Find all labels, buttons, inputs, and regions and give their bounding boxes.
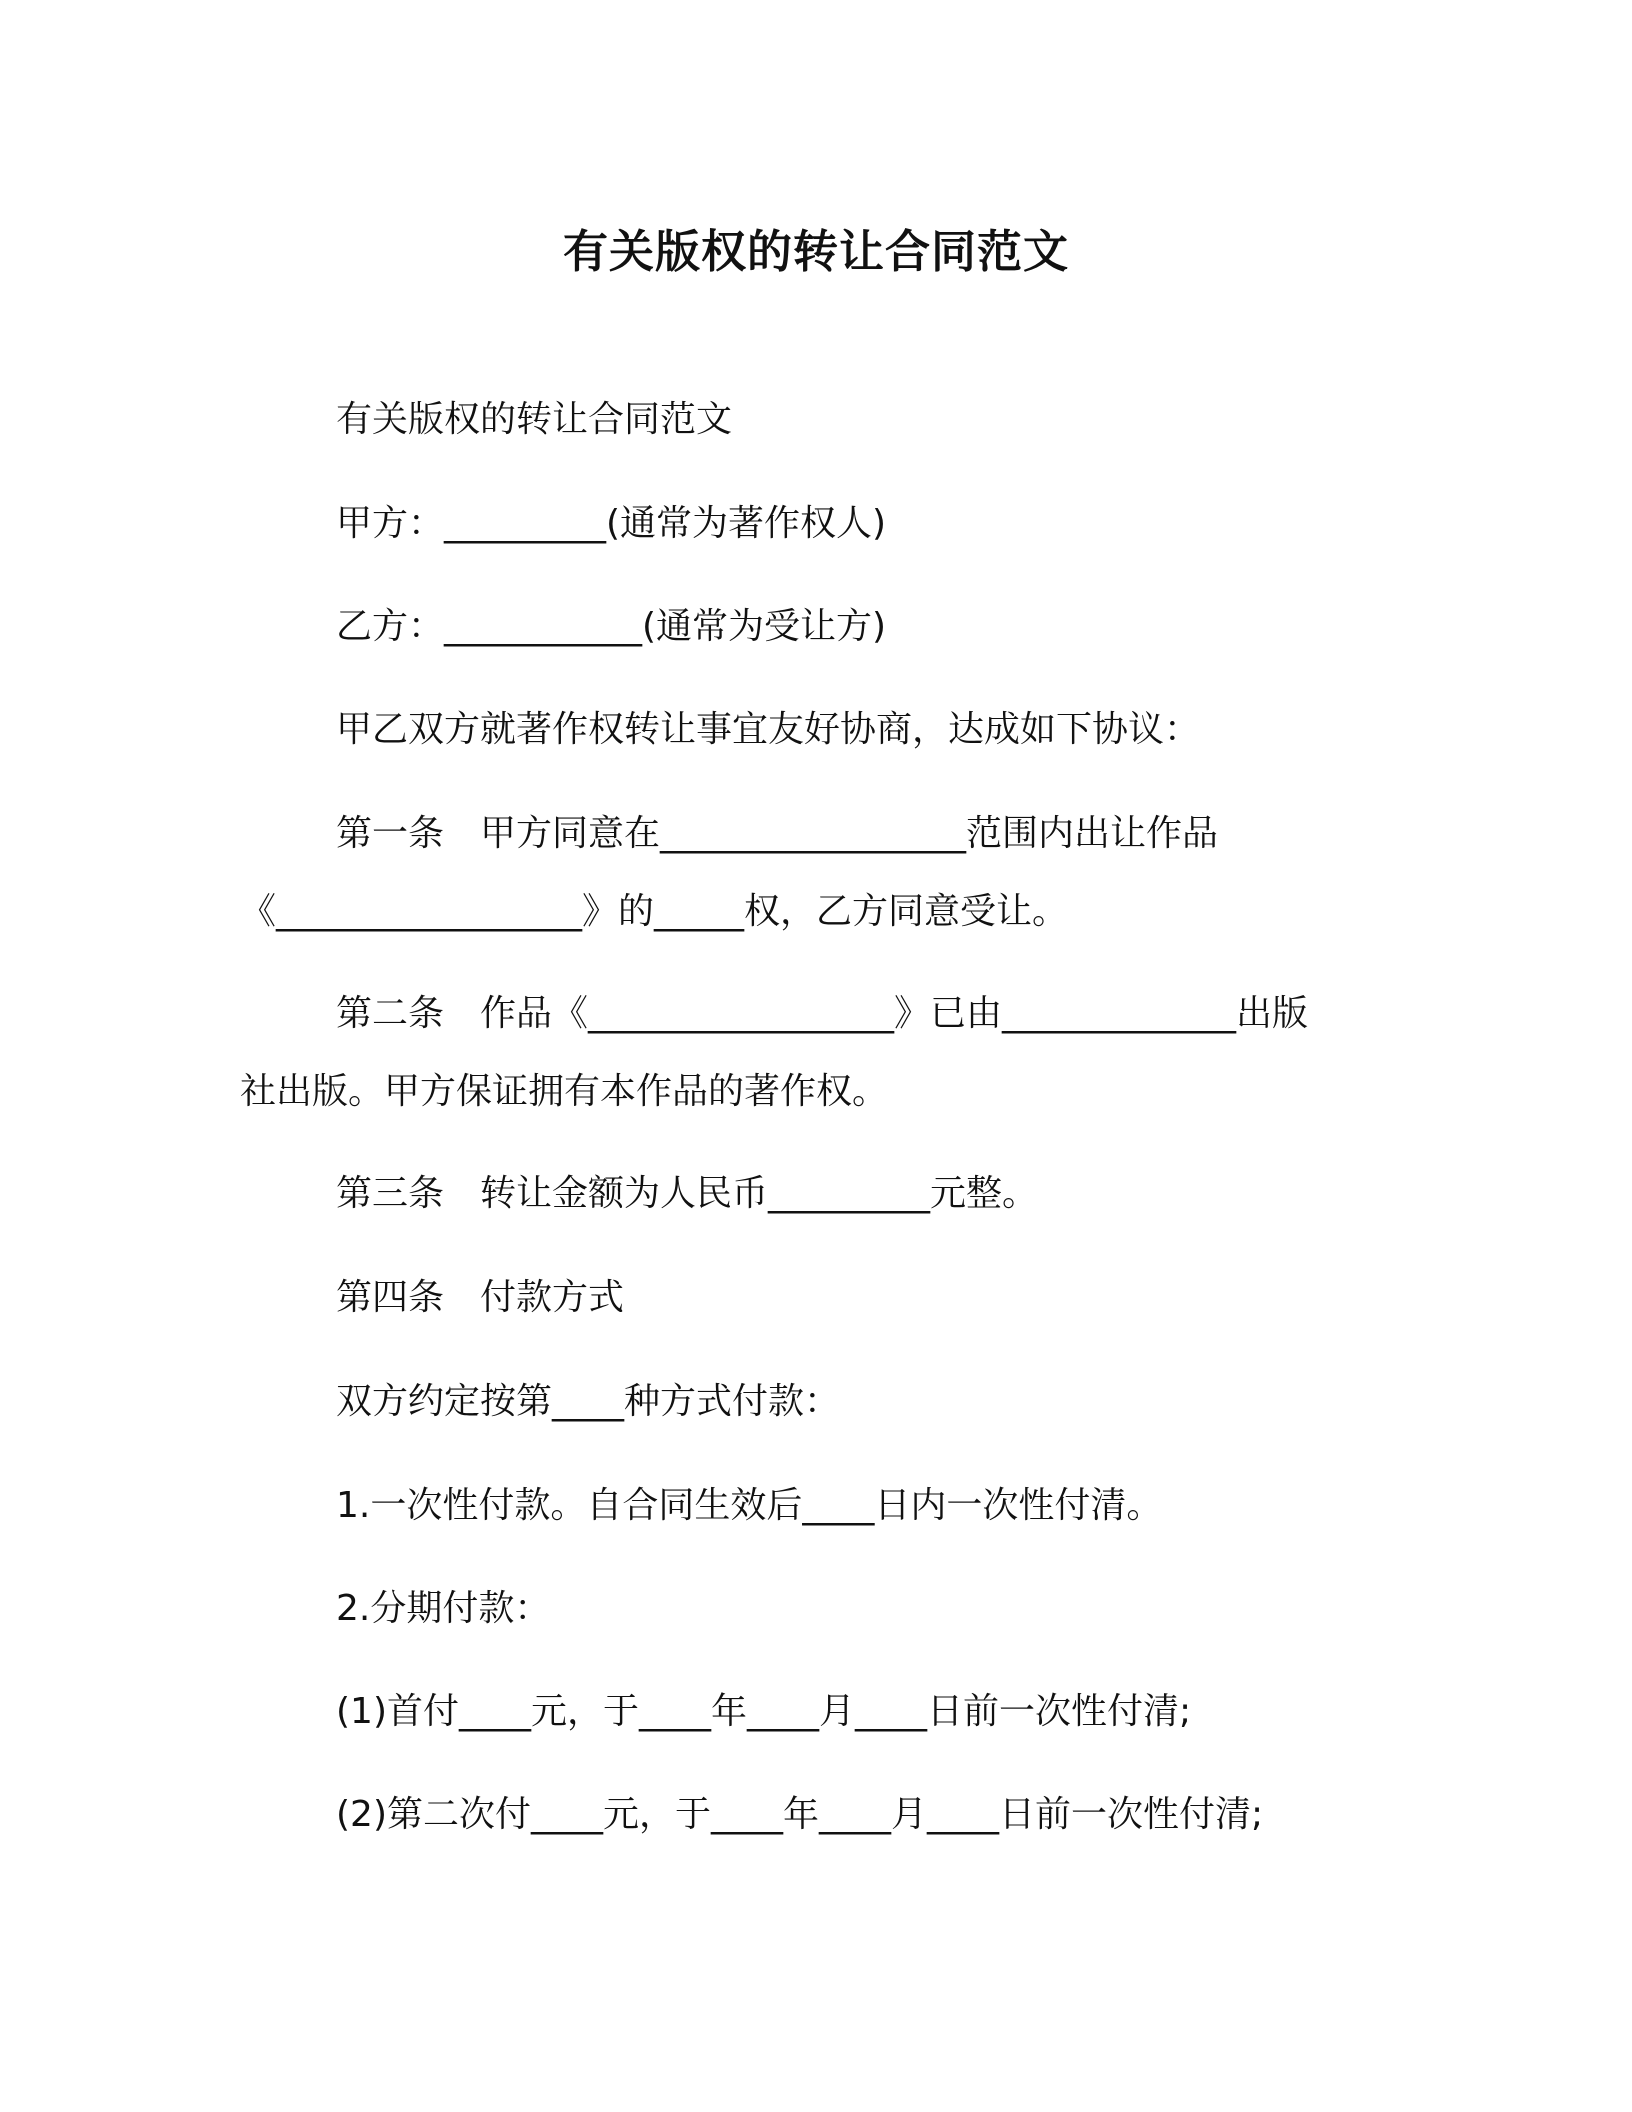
- payment-option-1: 1.一次性付款。自合同生效后____日内一次性付清。: [336, 1485, 1163, 1526]
- article-3: 第三条 转让金额为人民币_________元整。: [336, 1173, 1039, 1214]
- document-title: 有关版权的转让合同范文: [562, 225, 1069, 278]
- payment-option-2: 2.分期付款：: [336, 1588, 551, 1629]
- payment-method: 双方约定按第____种方式付款：: [336, 1381, 841, 1422]
- paragraph-party-b: 乙方：___________(通常为受让方): [336, 606, 887, 647]
- article-2-line-2: 社出版。甲方保证拥有本作品的著作权。: [240, 1071, 889, 1112]
- article-2-line-1: 第二条 作品《_________________》已由_____________出版: [336, 993, 1309, 1034]
- article-1-line-2: 《_________________》的_____权，乙方同意受让。: [240, 891, 1069, 932]
- paragraph-intro: 甲乙双方就著作权转让事宜友好协商，达成如下协议：: [336, 709, 1201, 750]
- installment-2: (2)第二次付____元，于____年____月____日前一次性付清;: [336, 1794, 1264, 1835]
- installment-1: (1)首付____元，于____年____月____日前一次性付清;: [336, 1691, 1192, 1732]
- article-1-line-1: 第一条 甲方同意在_________________范围内出让作品: [336, 813, 1219, 854]
- paragraph-party-a: 甲方：_________(通常为著作权人): [336, 503, 887, 544]
- article-4: 第四条 付款方式: [336, 1277, 625, 1318]
- paragraph-heading: 有关版权的转让合同范文: [336, 399, 733, 440]
